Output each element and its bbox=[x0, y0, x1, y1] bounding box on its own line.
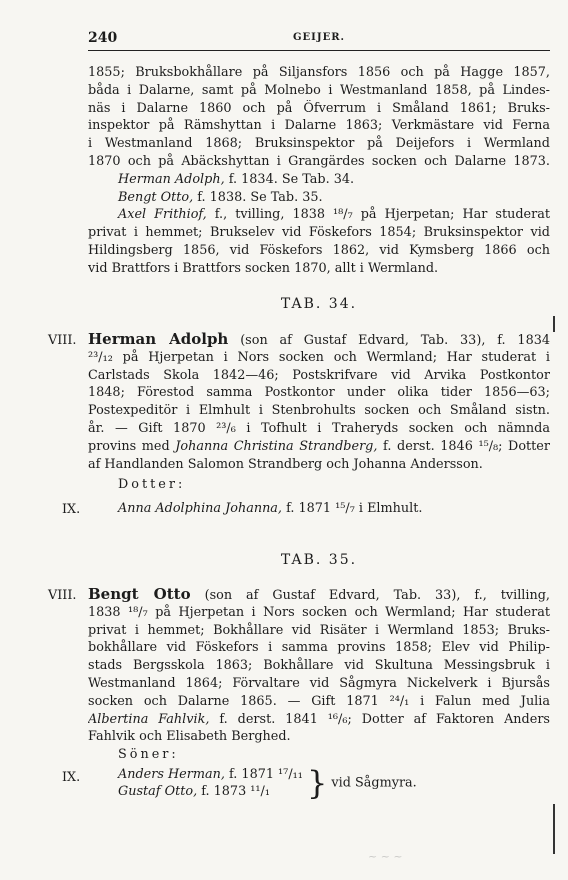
text-line: stads Bergsskola 1863; Bokhållare vid Skultuna Messingsbruk i bbox=[88, 658, 550, 674]
text-line: bokhållare vid Föskefors i samma provins 1858; Elev vid Philip- bbox=[88, 640, 550, 656]
child-name: Anders Herman, bbox=[118, 767, 225, 782]
margin-mark bbox=[553, 804, 555, 854]
bleed-through-mark: ~ ~ ~ bbox=[368, 850, 403, 863]
person-name: Bengt Otto bbox=[88, 586, 191, 603]
text-line: 1838 ¹⁸/₇ på Hjerpetan i Nors socken och Wermland; Har studerat bbox=[88, 604, 550, 620]
child-details: f. 1873 ¹¹/₁ bbox=[197, 784, 270, 799]
children-names bbox=[118, 766, 303, 800]
child-line bbox=[88, 500, 550, 518]
text-line: socken och Dalarne 1865. — Gift 1871 ²⁴/₁ i Falun med Julia bbox=[88, 693, 550, 709]
page-header bbox=[88, 30, 550, 48]
text-line: Hildingsberg 1856, vid Föskefors 1862, vid Kymsberg 1866 och bbox=[88, 242, 550, 258]
page-number: 240 bbox=[88, 30, 118, 46]
text-line: vid Brattfors i Brattfors socken 1870, allt i Wermland. bbox=[88, 260, 439, 276]
children-heading bbox=[88, 746, 550, 764]
tab-34-heading: TAB. 34. bbox=[280, 296, 358, 312]
margin-mark bbox=[553, 316, 555, 332]
child-generation: IX. bbox=[62, 770, 81, 785]
spouse-line bbox=[88, 711, 550, 729]
text-line: Fahlvik och Elisabeth Berghed. bbox=[88, 729, 291, 745]
spouse-name: Albertina Fahlvik, bbox=[88, 711, 210, 727]
sibling-entry-axel bbox=[88, 206, 550, 224]
entry-first-line bbox=[88, 586, 550, 604]
brace-icon: } bbox=[306, 764, 328, 802]
text-line: Postexpeditör i Elmhult i Stenbrohults socken och Småland sistn. bbox=[88, 403, 550, 419]
sibling-name: Axel Frithiof, bbox=[118, 207, 207, 223]
person-name: Herman Adolph bbox=[88, 331, 229, 348]
generation-number: VIII. bbox=[48, 588, 77, 603]
children-label: Söner: bbox=[118, 747, 179, 762]
running-title: GEIJER. bbox=[293, 32, 345, 43]
text-line: Carlstads Skola 1842—46; Postskrifvare vid Arvika Postkontor bbox=[88, 367, 550, 383]
child-generation: IX. bbox=[62, 502, 81, 517]
sibling-ref: f. 1834. Se Tab. 34. bbox=[224, 171, 355, 187]
text-line: ²³/₁₂ på Hjerpetan i Nors socken och Wermland; Har studerat i bbox=[88, 349, 550, 365]
child-name: Anna Adolphina Johanna, bbox=[118, 501, 283, 516]
entry-text: f. derst. 1841 ¹⁶/₆; Dotter af Faktoren Anders bbox=[209, 711, 550, 727]
text-line: privat i hemmet; Bokhållare vid Risäter i Wermland 1853; Bruks- bbox=[88, 622, 550, 638]
text-line: inspektor på Rämshyttan i Dalarne 1863; Verkmästare vid Ferna bbox=[88, 118, 550, 134]
spouse-name: Johanna Christina Strandberg, bbox=[175, 438, 378, 454]
sibling-entry-herman bbox=[88, 171, 550, 189]
children-place: vid Sågmyra. bbox=[331, 775, 417, 791]
text-line: båda i Dalarne, samt på Molnebo i Westmanland 1858, på Lindes- bbox=[88, 82, 550, 98]
entry-text: f. derst. 1846 ¹⁵/₈; Dotter bbox=[377, 438, 550, 454]
children-list bbox=[118, 766, 417, 800]
tab-34-entry bbox=[88, 331, 550, 473]
text-line: år. — Gift 1870 ²³/₆ i Tofhult i Traheryds socken och nämnda bbox=[88, 420, 550, 436]
text-line: 1848; Förestod samma Postkontor under olika tider 1856—63; bbox=[88, 385, 550, 401]
tab-35-entry bbox=[88, 586, 550, 746]
children-heading bbox=[88, 476, 550, 494]
marriage-line bbox=[88, 438, 550, 456]
entry-first-line bbox=[88, 331, 550, 349]
text-line: privat i hemmet; Brukselev vid Föskefors 1854; Bruksinspektor vid bbox=[88, 225, 550, 241]
sibling-name: Bengt Otto, bbox=[118, 189, 194, 205]
child-name: Gustaf Otto, bbox=[118, 784, 198, 799]
generation-number: VIII. bbox=[48, 333, 77, 348]
sibling-name: Herman Adolph, bbox=[118, 171, 225, 187]
text-line: af Handlanden Salomon Strandberg och Johanna Andersson. bbox=[88, 456, 483, 472]
child-entry bbox=[88, 500, 550, 518]
children-label: Dotter: bbox=[118, 477, 186, 492]
child-line bbox=[118, 766, 303, 783]
text-line: 1855; Bruksbokhållare på Siljansfors 1856 och på Hagge 1857, bbox=[88, 65, 550, 80]
child-details: f. 1871 ¹⁵/₇ i Elmhult. bbox=[282, 501, 423, 516]
sibling-ref: f. 1838. Se Tab. 35. bbox=[193, 189, 323, 205]
entry-text: (son af Gustaf Edvard, Tab. 33), f. 1834 bbox=[228, 333, 550, 348]
child-line bbox=[118, 783, 303, 800]
child-details: f. 1871 ¹⁷/₁₁ bbox=[224, 767, 303, 782]
header-rule bbox=[88, 50, 550, 51]
entry-text: (son af Gustaf Edvard, Tab. 33), f., tvilling, bbox=[190, 588, 550, 603]
continuation-block bbox=[88, 64, 550, 278]
sibling-entry-bengt bbox=[88, 189, 550, 207]
text-line: näs i Dalarne 1860 och på Öfverrum i Småland 1861; Bruks- bbox=[88, 100, 550, 116]
text-line: Westmanland 1864; Förvaltare vid Sågmyra Nickelverk i Bjursås bbox=[88, 675, 550, 691]
sibling-ref: f., tvilling, 1838 ¹⁸/₇ på Hjerpetan; Har studerat bbox=[206, 207, 550, 223]
tab-35-heading: TAB. 35. bbox=[280, 552, 358, 568]
text-line: 1870 och på Abäckshyttan i Grangärdes socken och Dalarne 1873. bbox=[88, 153, 550, 169]
text-line: i Westmanland 1868; Bruksinspektor på Deijefors i Wermland bbox=[88, 136, 550, 152]
entry-text: provins med bbox=[88, 438, 176, 454]
